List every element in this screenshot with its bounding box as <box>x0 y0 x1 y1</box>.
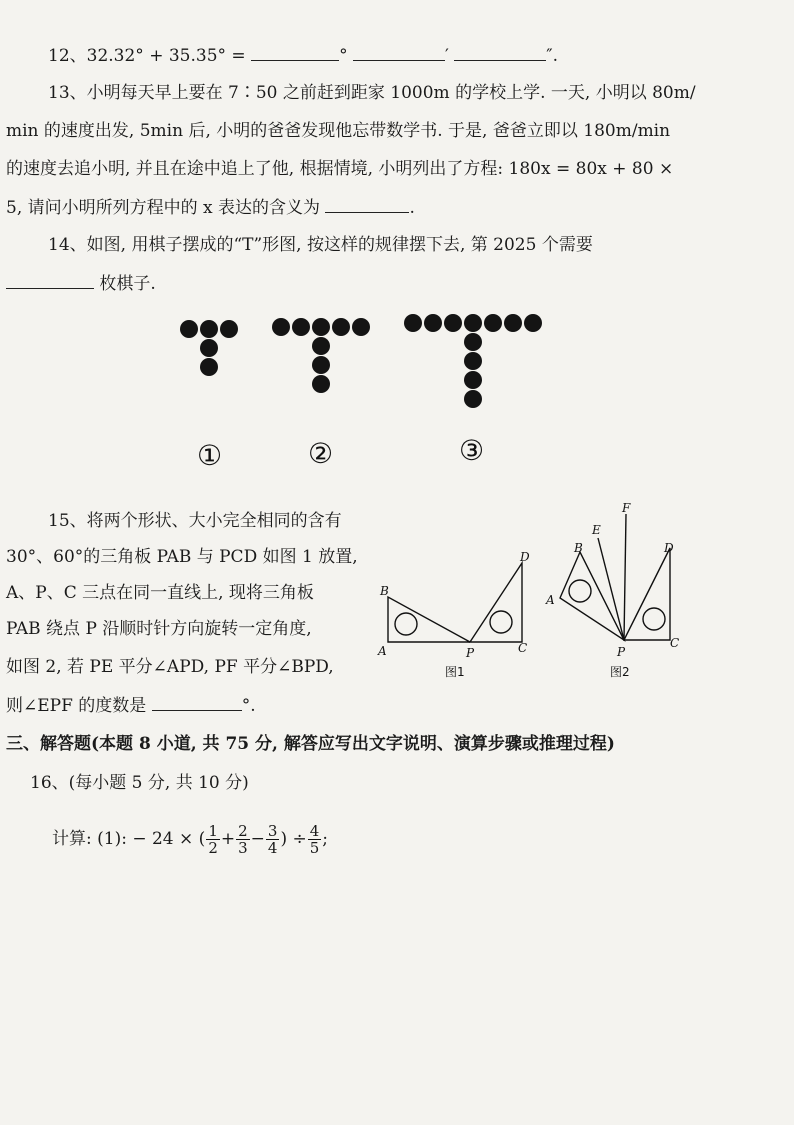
q15-line-6 <box>6 694 256 717</box>
q16-close: ) ÷ <box>280 829 307 849</box>
fig2-label-b: B <box>574 541 583 555</box>
q13-line-1: 13、小明每天早上要在 7∶50 之前赶到距家 1000m 的学校上学. 一天, 小明以 80m/ <box>48 83 696 103</box>
q14-line-1: 14、如图, 用棋子摆成的“T”形图, 按这样的规律摆下去, 第 2025 个需要 <box>48 235 593 255</box>
q16-minus: − <box>250 829 265 849</box>
q16-header: 16、(每小题 5 分, 共 10 分) <box>30 773 249 793</box>
q12-minute-mark: ′ <box>444 46 449 66</box>
fig1-label-b: B <box>380 584 389 598</box>
q12-second-mark: ″. <box>546 46 559 66</box>
q15-figure-1 <box>370 545 540 685</box>
q12-blank-minutes[interactable] <box>353 44 445 61</box>
triangle-pcd-hole <box>490 611 512 633</box>
fig1-label-c: C <box>518 641 528 655</box>
fig2-label-a: A <box>546 593 555 607</box>
q13-line-2: min 的速度出发, 5min 后, 小明的爸爸发现他忘带数学书. 于是, 爸爸立即以 180m/min <box>6 121 671 141</box>
q15-answer-blank[interactable] <box>152 694 242 711</box>
triangle-pab-hole <box>395 613 417 635</box>
triangle-pab-rotated-hole <box>569 580 591 602</box>
q14-t-pattern-figure <box>160 300 560 480</box>
q16-plus: + <box>220 829 236 849</box>
q15-line-4: PAB 绕点 P 沿顺时针方向旋转一定角度, <box>6 619 312 639</box>
t-shape-3 <box>404 314 542 408</box>
fig1-label-a: A <box>378 644 387 658</box>
t-label-3: ③ <box>459 434 485 467</box>
q12-blank-degrees[interactable] <box>251 44 339 61</box>
section-3-title: 三、解答题(本题 8 小道, 共 75 分, 解答应写出文字说明、演算步骤或推理过程) <box>6 734 615 754</box>
question-12 <box>48 44 558 67</box>
fraction-1-2: $\frac{1}{2}$ <box>208 822 218 857</box>
fig2-label-e: E <box>592 523 601 537</box>
fig1-label-d: D <box>520 550 530 564</box>
q15-degree-end: °. <box>241 696 256 716</box>
fig2-label-p: P <box>617 645 626 659</box>
q12-blank-seconds[interactable] <box>454 44 546 61</box>
fig1-caption: 图1 <box>445 665 465 679</box>
q13-period: . <box>409 198 415 218</box>
q16-part-1 <box>52 822 328 856</box>
q16-end: ; <box>322 829 329 849</box>
t-shape-2 <box>272 318 370 393</box>
fraction-3-4: $\frac{3}{4}$ <box>267 822 278 857</box>
q15-line-3: A、P、C 三点在同一直线上, 现将三角板 <box>6 583 314 603</box>
q12-degree-mark: ° <box>339 46 348 66</box>
triangle-pab <box>388 597 470 642</box>
q15-line-5: 如图 2, 若 PE 平分∠APD, PF 平分∠BPD, <box>6 657 334 677</box>
triangle-pcd-fig2-hole <box>643 608 665 630</box>
fraction-4-5: $\frac{4}{5}$ <box>309 822 320 857</box>
fig2-caption: 图2 <box>610 665 630 679</box>
q12-expression: 12、32.32° + 35.35° = <box>48 46 246 66</box>
q14-line-2 <box>6 272 156 295</box>
q13-answer-blank[interactable] <box>325 196 409 213</box>
fig2-label-d: D <box>664 541 674 555</box>
q15-line-6-text: 则∠EPF 的度数是 <box>6 696 147 716</box>
fig2-label-c: C <box>670 636 680 650</box>
fig1-label-p: P <box>466 646 475 660</box>
q14-line-2-text: 枚棋子. <box>99 274 156 294</box>
triangle-pcd <box>470 563 522 642</box>
q15-figure-2 <box>540 500 700 685</box>
fig2-label-f: F <box>622 501 631 515</box>
fraction-2-3: $\frac{2}{3}$ <box>238 822 248 857</box>
q13-line-3: 的速度去追小明, 并且在途中追上了他, 根据情境, 小明列出了方程: 180x = 80x + 80 × <box>6 159 674 179</box>
t-shape-1 <box>180 320 238 376</box>
t-label-1: ① <box>197 439 223 472</box>
q15-line-2: 30°、60°的三角板 PAB 与 PCD 如图 1 放置, <box>6 547 358 567</box>
q13-line-4 <box>6 196 415 219</box>
t-label-2: ② <box>308 437 334 470</box>
q16-prefix: 计算: (1): − 24 × ( <box>52 829 206 849</box>
ray-pf <box>624 514 626 640</box>
q15-line-1: 15、将两个形状、大小完全相同的含有 <box>48 511 342 531</box>
q13-line-4-text: 5, 请问小明所列方程中的 x 表达的含义为 <box>6 198 321 218</box>
q14-answer-blank[interactable] <box>6 272 94 289</box>
